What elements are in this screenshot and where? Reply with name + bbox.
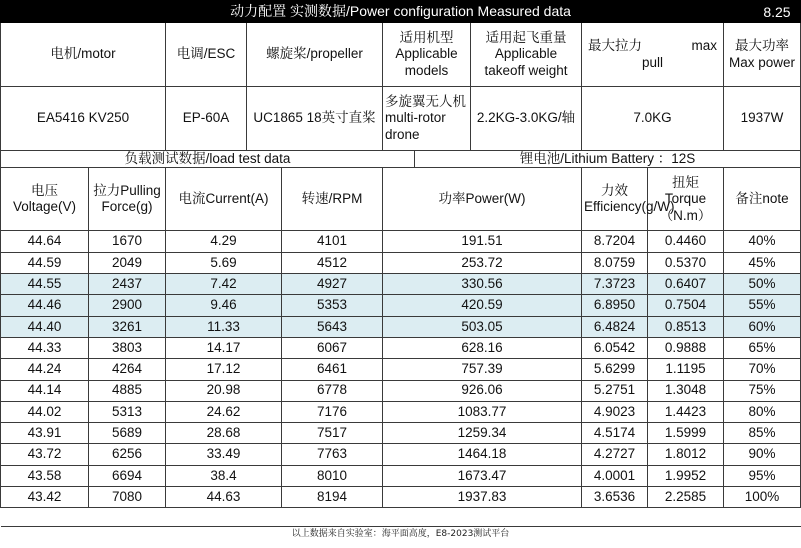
force-cell: 5689 xyxy=(89,423,166,444)
esc-value: EP-60A xyxy=(166,87,247,151)
torque-header: 扭矩 Torque（N.m） xyxy=(648,168,724,231)
note-cell: 75% xyxy=(724,380,801,401)
note-cell: 40% xyxy=(724,231,801,252)
max-pull-en-b: pull xyxy=(641,54,663,70)
note-cell: 60% xyxy=(724,316,801,337)
takeoff-weight-en: Applicable takeoff weight xyxy=(484,46,568,78)
efficiency-cell: 5.6299 xyxy=(582,359,648,380)
power-cell: 420.59 xyxy=(383,295,582,316)
torque-cell: 1.1195 xyxy=(648,359,724,380)
table-row xyxy=(1,380,801,401)
esc-header: 电调/ESC xyxy=(166,23,247,87)
force-cell: 6694 xyxy=(89,465,166,486)
torque-cell: 0.5370 xyxy=(648,252,724,273)
torque-cell: 0.6407 xyxy=(648,274,724,295)
applicable-models-header xyxy=(383,23,471,87)
rpm-cell: 7176 xyxy=(282,401,383,422)
max-pull-cn: 最大拉力 xyxy=(588,38,642,54)
max-pull-value: 7.0KG xyxy=(582,87,724,151)
voltage-cell: 44.59 xyxy=(1,252,89,273)
max-pull-en-a: max xyxy=(691,38,717,54)
rpm-cell: 4101 xyxy=(282,231,383,252)
data-rows xyxy=(1,231,801,508)
rpm-cell: 4512 xyxy=(282,252,383,273)
max-pull-line xyxy=(584,38,721,54)
torque-cell: 0.7504 xyxy=(648,295,724,316)
rpm-cell: 8194 xyxy=(282,487,383,508)
current-header: 电流Current(A) xyxy=(166,168,282,231)
note-cell: 85% xyxy=(724,423,801,444)
efficiency-cell: 8.7204 xyxy=(582,231,648,252)
power-cell: 503.05 xyxy=(383,316,582,337)
note-cell: 55% xyxy=(724,295,801,316)
max-power-header xyxy=(724,23,801,87)
config-header-row xyxy=(1,23,801,87)
torque-cell: 1.9952 xyxy=(648,465,724,486)
efficiency-cell: 6.0542 xyxy=(582,337,648,358)
table-row xyxy=(1,295,801,316)
current-cell: 7.42 xyxy=(166,274,282,295)
efficiency-cell: 5.2751 xyxy=(582,380,648,401)
column-header-row xyxy=(1,168,801,231)
current-cell: 4.29 xyxy=(166,231,282,252)
torque-cell: 2.2585 xyxy=(648,487,724,508)
applicable-models-cn: 适用机型 xyxy=(399,29,454,45)
rpm-cell: 6461 xyxy=(282,359,383,380)
voltage-cell: 44.64 xyxy=(1,231,89,252)
efficiency-cell: 8.0759 xyxy=(582,252,648,273)
table-row xyxy=(1,231,801,252)
rpm-cell: 7763 xyxy=(282,444,383,465)
rpm-cell: 5353 xyxy=(282,295,383,316)
current-cell: 44.63 xyxy=(166,487,282,508)
applicable-models-value: 多旋翼无人机 multi-rotor drone xyxy=(383,87,471,151)
table-row xyxy=(1,316,801,337)
max-pull-header xyxy=(582,23,724,87)
table-row xyxy=(1,337,801,358)
torque-cell: 0.9888 xyxy=(648,337,724,358)
voltage-cell: 44.55 xyxy=(1,274,89,295)
efficiency-cell: 4.2727 xyxy=(582,444,648,465)
force-cell: 2049 xyxy=(89,252,166,273)
pulling-force-header: 拉力Pulling Force(g) xyxy=(89,168,166,231)
current-cell: 28.68 xyxy=(166,423,282,444)
voltage-header: 电压 Voltage(V) xyxy=(1,168,89,231)
title-bar xyxy=(1,1,801,23)
table-row xyxy=(1,444,801,465)
motor-value: EA5416 KV250 xyxy=(1,87,166,151)
force-cell: 4264 xyxy=(89,359,166,380)
force-cell: 4885 xyxy=(89,380,166,401)
power-cell: 330.56 xyxy=(383,274,582,295)
power-cell: 926.06 xyxy=(383,380,582,401)
torque-cell: 1.4423 xyxy=(648,401,724,422)
current-cell: 5.69 xyxy=(166,252,282,273)
table-row xyxy=(1,252,801,273)
voltage-cell: 43.58 xyxy=(1,465,89,486)
rpm-cell: 6067 xyxy=(282,337,383,358)
force-cell: 2437 xyxy=(89,274,166,295)
takeoff-weight-value: 2.2KG-3.0KG/轴 xyxy=(471,87,582,151)
voltage-cell: 44.24 xyxy=(1,359,89,380)
force-cell: 7080 xyxy=(89,487,166,508)
voltage-cell: 43.72 xyxy=(1,444,89,465)
note-cell: 45% xyxy=(724,252,801,273)
power-cell: 1937.83 xyxy=(383,487,582,508)
note-cell: 90% xyxy=(724,444,801,465)
current-cell: 33.49 xyxy=(166,444,282,465)
rpm-cell: 5643 xyxy=(282,316,383,337)
propeller-value: UC1865 18英寸直桨 xyxy=(247,87,383,151)
note-cell: 80% xyxy=(724,401,801,422)
note-cell: 65% xyxy=(724,337,801,358)
max-power-cn: 最大功率 xyxy=(735,38,790,54)
propeller-header: 螺旋桨/propeller xyxy=(247,23,383,87)
current-cell: 9.46 xyxy=(166,295,282,316)
spacer-cell xyxy=(1,508,801,527)
note-header: 备注note xyxy=(724,168,801,231)
power-cell: 253.72 xyxy=(383,252,582,273)
page-title: 动力配置 实测数据/Power configuration Measured data xyxy=(230,2,571,19)
force-cell: 3261 xyxy=(89,316,166,337)
efficiency-cell: 4.0001 xyxy=(582,465,648,486)
rpm-cell: 8010 xyxy=(282,465,383,486)
rpm-cell: 7517 xyxy=(282,423,383,444)
current-cell: 20.98 xyxy=(166,380,282,401)
power-cell: 1083.77 xyxy=(383,401,582,422)
efficiency-cell: 6.8950 xyxy=(582,295,648,316)
voltage-cell: 43.91 xyxy=(1,423,89,444)
battery-label: 锂电池/Lithium Battery ：12S xyxy=(415,151,801,168)
efficiency-header: 力效 Efficiency(g/W) xyxy=(582,168,648,231)
config-value-row xyxy=(1,87,801,151)
current-cell: 14.17 xyxy=(166,337,282,358)
torque-cell: 0.4460 xyxy=(648,231,724,252)
note-cell: 70% xyxy=(724,359,801,380)
force-cell: 2900 xyxy=(89,295,166,316)
efficiency-cell: 7.3723 xyxy=(582,274,648,295)
voltage-cell: 43.42 xyxy=(1,487,89,508)
footer-note: 以上数据来自实验室：海平面高度，E8-2023测试平台 xyxy=(1,527,801,542)
power-cell: 1464.18 xyxy=(383,444,582,465)
power-cell: 1259.34 xyxy=(383,423,582,444)
version-label: 8.25 xyxy=(763,3,791,20)
rpm-cell: 4927 xyxy=(282,274,383,295)
current-cell: 11.33 xyxy=(166,316,282,337)
footer-row xyxy=(1,527,801,542)
force-cell: 1670 xyxy=(89,231,166,252)
max-power-value: 1937W xyxy=(724,87,801,151)
force-cell: 3803 xyxy=(89,337,166,358)
voltage-cell: 44.40 xyxy=(1,316,89,337)
applicable-models-en: Applicable models xyxy=(395,46,458,78)
current-cell: 38.4 xyxy=(166,465,282,486)
table-row xyxy=(1,359,801,380)
rpm-header: 转速/RPM xyxy=(282,168,383,231)
max-power-en: Max power xyxy=(729,54,796,70)
force-cell: 5313 xyxy=(89,401,166,422)
voltage-cell: 44.33 xyxy=(1,337,89,358)
voltage-cell: 44.14 xyxy=(1,380,89,401)
takeoff-weight-header xyxy=(471,23,582,87)
motor-header: 电机/motor xyxy=(1,23,166,87)
power-header: 功率Power(W) xyxy=(383,168,582,231)
section-label-row xyxy=(1,151,801,168)
spacer-row xyxy=(1,508,801,527)
efficiency-cell: 3.6536 xyxy=(582,487,648,508)
table-row xyxy=(1,423,801,444)
torque-cell: 1.5999 xyxy=(648,423,724,444)
current-cell: 17.12 xyxy=(166,359,282,380)
efficiency-cell: 6.4824 xyxy=(582,316,648,337)
efficiency-cell: 4.9023 xyxy=(582,401,648,422)
table-row xyxy=(1,401,801,422)
title-row xyxy=(1,1,801,23)
rpm-cell: 6778 xyxy=(282,380,383,401)
power-cell: 191.51 xyxy=(383,231,582,252)
torque-cell: 0.8513 xyxy=(648,316,724,337)
load-test-label: 负载测试数据/load test data xyxy=(1,151,415,168)
takeoff-weight-cn: 适用起飞重量 xyxy=(485,29,567,45)
voltage-cell: 44.02 xyxy=(1,401,89,422)
table-row xyxy=(1,465,801,486)
torque-cell: 1.8012 xyxy=(648,444,724,465)
note-cell: 50% xyxy=(724,274,801,295)
table-row xyxy=(1,487,801,508)
force-cell: 6256 xyxy=(89,444,166,465)
table-row xyxy=(1,274,801,295)
note-cell: 95% xyxy=(724,465,801,486)
voltage-cell: 44.46 xyxy=(1,295,89,316)
power-cell: 628.16 xyxy=(383,337,582,358)
power-cell: 1673.47 xyxy=(383,465,582,486)
efficiency-cell: 4.5174 xyxy=(582,423,648,444)
note-cell: 100% xyxy=(724,487,801,508)
current-cell: 24.62 xyxy=(166,401,282,422)
power-cell: 757.39 xyxy=(383,359,582,380)
torque-cell: 1.3048 xyxy=(648,380,724,401)
